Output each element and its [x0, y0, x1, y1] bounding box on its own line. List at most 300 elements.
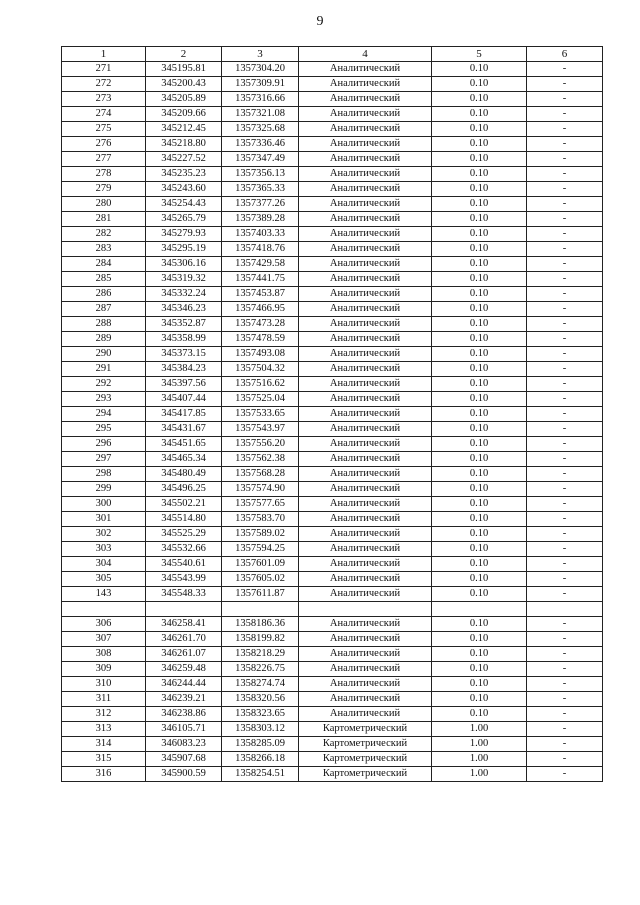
- y-coordinate-cell: 1358226.75: [222, 662, 299, 677]
- description-cell: -: [527, 452, 603, 467]
- table-row: [62, 362, 603, 377]
- x-coordinate-cell: 346105.71: [146, 722, 222, 737]
- point-number-cell: 280: [62, 197, 146, 212]
- x-coordinate-cell: 346261.70: [146, 632, 222, 647]
- accuracy-cell: 0.10: [432, 407, 527, 422]
- y-coordinate-cell: 1357594.25: [222, 542, 299, 557]
- table-row: [62, 227, 603, 242]
- method-cell: Аналитический: [299, 452, 432, 467]
- y-coordinate-cell: 1357403.33: [222, 227, 299, 242]
- y-coordinate-cell: 1357493.08: [222, 347, 299, 362]
- accuracy-cell: 0.10: [432, 302, 527, 317]
- table-row: [62, 647, 603, 662]
- header-cell: 1: [62, 47, 146, 62]
- method-cell: Аналитический: [299, 377, 432, 392]
- table-row: [62, 482, 603, 497]
- point-number-cell: 287: [62, 302, 146, 317]
- point-number-cell: 307: [62, 632, 146, 647]
- method-cell: Аналитический: [299, 587, 432, 602]
- y-coordinate-cell: 1357325.68: [222, 122, 299, 137]
- description-cell: [527, 602, 603, 617]
- point-number-cell: 316: [62, 767, 146, 782]
- accuracy-cell: 0.10: [432, 377, 527, 392]
- table-row: [62, 437, 603, 452]
- method-cell: Аналитический: [299, 302, 432, 317]
- x-coordinate-cell: 345235.23: [146, 167, 222, 182]
- accuracy-cell: 0.10: [432, 512, 527, 527]
- x-coordinate-cell: 345265.79: [146, 212, 222, 227]
- method-cell: Аналитический: [299, 437, 432, 452]
- accuracy-cell: 0.10: [432, 677, 527, 692]
- y-coordinate-cell: 1357543.97: [222, 422, 299, 437]
- y-coordinate-cell: 1357466.95: [222, 302, 299, 317]
- description-cell: -: [527, 737, 603, 752]
- x-coordinate-cell: 345319.32: [146, 272, 222, 287]
- table-row: [62, 272, 603, 287]
- table-row: [62, 152, 603, 167]
- x-coordinate-cell: 345548.33: [146, 587, 222, 602]
- description-cell: -: [527, 122, 603, 137]
- description-cell: -: [527, 557, 603, 572]
- y-coordinate-cell: 1357562.38: [222, 452, 299, 467]
- method-cell: Аналитический: [299, 662, 432, 677]
- table-row: [62, 557, 603, 572]
- table-row: [62, 197, 603, 212]
- page-number: 9: [316, 14, 324, 29]
- x-coordinate-cell: 345254.43: [146, 197, 222, 212]
- y-coordinate-cell: 1357601.09: [222, 557, 299, 572]
- table-row: [62, 257, 603, 272]
- x-coordinate-cell: [146, 602, 222, 617]
- header-cell: 2: [146, 47, 222, 62]
- point-number-cell: 303: [62, 542, 146, 557]
- accuracy-cell: 0.10: [432, 257, 527, 272]
- y-coordinate-cell: 1357568.28: [222, 467, 299, 482]
- description-cell: -: [527, 62, 603, 77]
- y-coordinate-cell: 1358285.09: [222, 737, 299, 752]
- y-coordinate-cell: 1357347.49: [222, 152, 299, 167]
- y-coordinate-cell: 1357589.02: [222, 527, 299, 542]
- accuracy-cell: 0.10: [432, 587, 527, 602]
- accuracy-cell: 0.10: [432, 242, 527, 257]
- accuracy-cell: 0.10: [432, 692, 527, 707]
- table-row: [62, 542, 603, 557]
- accuracy-cell: 0.10: [432, 62, 527, 77]
- table-row: [62, 407, 603, 422]
- point-number-cell: 278: [62, 167, 146, 182]
- accuracy-cell: 0.10: [432, 167, 527, 182]
- point-number-cell: 310: [62, 677, 146, 692]
- x-coordinate-cell: 345205.89: [146, 92, 222, 107]
- y-coordinate-cell: 1357478.59: [222, 332, 299, 347]
- table-row: [62, 662, 603, 677]
- table-row: [62, 287, 603, 302]
- accuracy-cell: 0.10: [432, 92, 527, 107]
- description-cell: -: [527, 407, 603, 422]
- y-coordinate-cell: 1357309.91: [222, 77, 299, 92]
- point-number-cell: 295: [62, 422, 146, 437]
- accuracy-cell: 0.10: [432, 182, 527, 197]
- method-cell: Аналитический: [299, 542, 432, 557]
- description-cell: -: [527, 77, 603, 92]
- description-cell: -: [527, 212, 603, 227]
- description-cell: -: [527, 377, 603, 392]
- method-cell: Аналитический: [299, 332, 432, 347]
- point-number-cell: 311: [62, 692, 146, 707]
- accuracy-cell: 0.10: [432, 107, 527, 122]
- table-row: [62, 182, 603, 197]
- y-coordinate-cell: 1357556.20: [222, 437, 299, 452]
- x-coordinate-cell: 345496.25: [146, 482, 222, 497]
- x-coordinate-cell: 345543.99: [146, 572, 222, 587]
- method-cell: Аналитический: [299, 572, 432, 587]
- method-cell: Аналитический: [299, 632, 432, 647]
- accuracy-cell: 0.10: [432, 287, 527, 302]
- y-coordinate-cell: 1357356.13: [222, 167, 299, 182]
- y-coordinate-cell: 1358186.36: [222, 617, 299, 632]
- y-coordinate-cell: 1357516.62: [222, 377, 299, 392]
- description-cell: -: [527, 287, 603, 302]
- point-number-cell: 143: [62, 587, 146, 602]
- description-cell: -: [527, 482, 603, 497]
- point-number-cell: 290: [62, 347, 146, 362]
- method-cell: Картометрический: [299, 767, 432, 782]
- accuracy-cell: 0.10: [432, 632, 527, 647]
- x-coordinate-cell: 345227.52: [146, 152, 222, 167]
- y-coordinate-cell: 1357574.90: [222, 482, 299, 497]
- accuracy-cell: 0.10: [432, 527, 527, 542]
- table-row: [62, 602, 603, 617]
- table-row: [62, 512, 603, 527]
- table-row: [62, 527, 603, 542]
- description-cell: -: [527, 197, 603, 212]
- x-coordinate-cell: 345407.44: [146, 392, 222, 407]
- accuracy-cell: 0.10: [432, 272, 527, 287]
- accuracy-cell: 0.10: [432, 647, 527, 662]
- y-coordinate-cell: 1357583.70: [222, 512, 299, 527]
- point-number-cell: 299: [62, 482, 146, 497]
- x-coordinate-cell: 345514.80: [146, 512, 222, 527]
- method-cell: Аналитический: [299, 212, 432, 227]
- description-cell: -: [527, 317, 603, 332]
- table-row: [62, 62, 603, 77]
- x-coordinate-cell: 345346.23: [146, 302, 222, 317]
- point-number-cell: 301: [62, 512, 146, 527]
- accuracy-cell: 0.10: [432, 617, 527, 632]
- method-cell: Аналитический: [299, 167, 432, 182]
- table-row: [62, 677, 603, 692]
- point-number-cell: 312: [62, 707, 146, 722]
- accuracy-cell: 0.10: [432, 392, 527, 407]
- accuracy-cell: 0.10: [432, 662, 527, 677]
- method-cell: Аналитический: [299, 257, 432, 272]
- accuracy-cell: 0.10: [432, 197, 527, 212]
- method-cell: Аналитический: [299, 392, 432, 407]
- table-row: [62, 392, 603, 407]
- accuracy-cell: 0.10: [432, 542, 527, 557]
- table-row: [62, 377, 603, 392]
- table-row: [62, 167, 603, 182]
- y-coordinate-cell: 1357321.08: [222, 107, 299, 122]
- y-coordinate-cell: 1357453.87: [222, 287, 299, 302]
- method-cell: Аналитический: [299, 122, 432, 137]
- x-coordinate-cell: 345218.80: [146, 137, 222, 152]
- method-cell: Аналитический: [299, 62, 432, 77]
- x-coordinate-cell: 345384.23: [146, 362, 222, 377]
- header-cell: 6: [527, 47, 603, 62]
- x-coordinate-cell: 345358.99: [146, 332, 222, 347]
- point-number-cell: 313: [62, 722, 146, 737]
- x-coordinate-cell: 345431.67: [146, 422, 222, 437]
- description-cell: -: [527, 512, 603, 527]
- table-row: [62, 587, 603, 602]
- accuracy-cell: 1.00: [432, 752, 527, 767]
- method-cell: Аналитический: [299, 182, 432, 197]
- accuracy-cell: 1.00: [432, 722, 527, 737]
- x-coordinate-cell: 345502.21: [146, 497, 222, 512]
- method-cell: Аналитический: [299, 482, 432, 497]
- y-coordinate-cell: 1357418.76: [222, 242, 299, 257]
- x-coordinate-cell: 346261.07: [146, 647, 222, 662]
- y-coordinate-cell: 1357525.04: [222, 392, 299, 407]
- x-coordinate-cell: 345525.29: [146, 527, 222, 542]
- point-number-cell: 300: [62, 497, 146, 512]
- description-cell: -: [527, 587, 603, 602]
- method-cell: Аналитический: [299, 287, 432, 302]
- y-coordinate-cell: 1357316.66: [222, 92, 299, 107]
- y-coordinate-cell: 1357441.75: [222, 272, 299, 287]
- method-cell: Аналитический: [299, 557, 432, 572]
- description-cell: -: [527, 707, 603, 722]
- x-coordinate-cell: 345540.61: [146, 557, 222, 572]
- table-row: [62, 767, 603, 782]
- point-number-cell: 286: [62, 287, 146, 302]
- point-number-cell: 304: [62, 557, 146, 572]
- point-number-cell: 314: [62, 737, 146, 752]
- method-cell: Аналитический: [299, 362, 432, 377]
- x-coordinate-cell: 346083.23: [146, 737, 222, 752]
- y-coordinate-cell: 1357377.26: [222, 197, 299, 212]
- table-row: [62, 137, 603, 152]
- method-cell: Аналитический: [299, 272, 432, 287]
- point-number-cell: 297: [62, 452, 146, 467]
- method-cell: Аналитический: [299, 647, 432, 662]
- table-row: [62, 452, 603, 467]
- table-row: [62, 737, 603, 752]
- y-coordinate-cell: 1358266.18: [222, 752, 299, 767]
- accuracy-cell: 0.10: [432, 497, 527, 512]
- y-coordinate-cell: [222, 602, 299, 617]
- point-number-cell: 284: [62, 257, 146, 272]
- point-number-cell: 308: [62, 647, 146, 662]
- point-number-cell: 288: [62, 317, 146, 332]
- point-number-cell: 274: [62, 107, 146, 122]
- x-coordinate-cell: 346258.41: [146, 617, 222, 632]
- y-coordinate-cell: 1357504.32: [222, 362, 299, 377]
- point-number-cell: 298: [62, 467, 146, 482]
- method-cell: Аналитический: [299, 617, 432, 632]
- x-coordinate-cell: 345200.43: [146, 77, 222, 92]
- y-coordinate-cell: 1357611.87: [222, 587, 299, 602]
- method-cell: Аналитический: [299, 107, 432, 122]
- x-coordinate-cell: 345900.59: [146, 767, 222, 782]
- x-coordinate-cell: 345397.56: [146, 377, 222, 392]
- point-number-cell: 293: [62, 392, 146, 407]
- point-number-cell: 289: [62, 332, 146, 347]
- table-row: [62, 422, 603, 437]
- table-row: [62, 302, 603, 317]
- accuracy-cell: 0.10: [432, 137, 527, 152]
- method-cell: Аналитический: [299, 707, 432, 722]
- method-cell: Картометрический: [299, 752, 432, 767]
- accuracy-cell: 1.00: [432, 737, 527, 752]
- x-coordinate-cell: 345195.81: [146, 62, 222, 77]
- description-cell: -: [527, 362, 603, 377]
- method-cell: Аналитический: [299, 92, 432, 107]
- table-row: [62, 77, 603, 92]
- description-cell: -: [527, 542, 603, 557]
- y-coordinate-cell: 1358303.12: [222, 722, 299, 737]
- method-cell: Картометрический: [299, 722, 432, 737]
- method-cell: Картометрический: [299, 737, 432, 752]
- table-row: [62, 572, 603, 587]
- description-cell: -: [527, 422, 603, 437]
- point-number-cell: 279: [62, 182, 146, 197]
- description-cell: -: [527, 152, 603, 167]
- point-number-cell: 309: [62, 662, 146, 677]
- accuracy-cell: 0.10: [432, 347, 527, 362]
- y-coordinate-cell: 1357429.58: [222, 257, 299, 272]
- method-cell: Аналитический: [299, 197, 432, 212]
- description-cell: -: [527, 182, 603, 197]
- x-coordinate-cell: 346238.86: [146, 707, 222, 722]
- accuracy-cell: 0.10: [432, 557, 527, 572]
- y-coordinate-cell: 1357336.46: [222, 137, 299, 152]
- accuracy-cell: 0.10: [432, 707, 527, 722]
- x-coordinate-cell: 345417.85: [146, 407, 222, 422]
- method-cell: Аналитический: [299, 512, 432, 527]
- table-row: [62, 617, 603, 632]
- accuracy-cell: 0.10: [432, 317, 527, 332]
- y-coordinate-cell: 1358320.56: [222, 692, 299, 707]
- method-cell: [299, 602, 432, 617]
- table-row: [62, 107, 603, 122]
- y-coordinate-cell: 1358274.74: [222, 677, 299, 692]
- description-cell: -: [527, 302, 603, 317]
- x-coordinate-cell: 345212.45: [146, 122, 222, 137]
- method-cell: Аналитический: [299, 137, 432, 152]
- method-cell: Аналитический: [299, 677, 432, 692]
- description-cell: -: [527, 662, 603, 677]
- description-cell: -: [527, 272, 603, 287]
- x-coordinate-cell: 345907.68: [146, 752, 222, 767]
- point-number-cell: 275: [62, 122, 146, 137]
- point-number-cell: 282: [62, 227, 146, 242]
- description-cell: -: [527, 167, 603, 182]
- description-cell: -: [527, 632, 603, 647]
- description-cell: -: [527, 572, 603, 587]
- point-number-cell: 271: [62, 62, 146, 77]
- x-coordinate-cell: 345352.87: [146, 317, 222, 332]
- point-number-cell: 296: [62, 437, 146, 452]
- table-row: [62, 707, 603, 722]
- point-number-cell: 302: [62, 527, 146, 542]
- table-row: [62, 497, 603, 512]
- description-cell: -: [527, 392, 603, 407]
- point-number-cell: 272: [62, 77, 146, 92]
- description-cell: -: [527, 107, 603, 122]
- method-cell: Аналитический: [299, 527, 432, 542]
- description-cell: -: [527, 257, 603, 272]
- point-number-cell: 283: [62, 242, 146, 257]
- description-cell: -: [527, 497, 603, 512]
- y-coordinate-cell: 1357365.33: [222, 182, 299, 197]
- description-cell: -: [527, 692, 603, 707]
- x-coordinate-cell: 346259.48: [146, 662, 222, 677]
- description-cell: -: [527, 467, 603, 482]
- accuracy-cell: 0.10: [432, 572, 527, 587]
- point-number-cell: 315: [62, 752, 146, 767]
- x-coordinate-cell: 346244.44: [146, 677, 222, 692]
- accuracy-cell: 0.10: [432, 362, 527, 377]
- description-cell: -: [527, 92, 603, 107]
- y-coordinate-cell: 1358218.29: [222, 647, 299, 662]
- accuracy-cell: 0.10: [432, 422, 527, 437]
- x-coordinate-cell: 345373.15: [146, 347, 222, 362]
- x-coordinate-cell: 345295.19: [146, 242, 222, 257]
- point-number-cell: 281: [62, 212, 146, 227]
- method-cell: Аналитический: [299, 77, 432, 92]
- accuracy-cell: 0.10: [432, 152, 527, 167]
- y-coordinate-cell: 1357533.65: [222, 407, 299, 422]
- accuracy-cell: 0.10: [432, 77, 527, 92]
- table-row: [62, 467, 603, 482]
- coordinates-table: [61, 46, 603, 782]
- header-cell: 5: [432, 47, 527, 62]
- method-cell: Аналитический: [299, 692, 432, 707]
- table-row: [62, 722, 603, 737]
- point-number-cell: 306: [62, 617, 146, 632]
- header-cell: 4: [299, 47, 432, 62]
- table-row: [62, 212, 603, 227]
- y-coordinate-cell: 1358199.82: [222, 632, 299, 647]
- description-cell: -: [527, 527, 603, 542]
- table-body: [62, 47, 603, 782]
- accuracy-cell: 0.10: [432, 122, 527, 137]
- y-coordinate-cell: 1358254.51: [222, 767, 299, 782]
- table-header-row: [62, 47, 603, 62]
- point-number-cell: 305: [62, 572, 146, 587]
- method-cell: Аналитический: [299, 242, 432, 257]
- table-row: [62, 122, 603, 137]
- accuracy-cell: 0.10: [432, 482, 527, 497]
- y-coordinate-cell: 1357577.65: [222, 497, 299, 512]
- y-coordinate-cell: 1357304.20: [222, 62, 299, 77]
- description-cell: -: [527, 137, 603, 152]
- method-cell: Аналитический: [299, 497, 432, 512]
- table-row: [62, 332, 603, 347]
- description-cell: -: [527, 752, 603, 767]
- method-cell: Аналитический: [299, 467, 432, 482]
- point-number-cell: 291: [62, 362, 146, 377]
- y-coordinate-cell: 1358323.65: [222, 707, 299, 722]
- table-row: [62, 242, 603, 257]
- table-row: [62, 752, 603, 767]
- description-cell: -: [527, 437, 603, 452]
- method-cell: Аналитический: [299, 152, 432, 167]
- description-cell: -: [527, 242, 603, 257]
- accuracy-cell: 0.10: [432, 212, 527, 227]
